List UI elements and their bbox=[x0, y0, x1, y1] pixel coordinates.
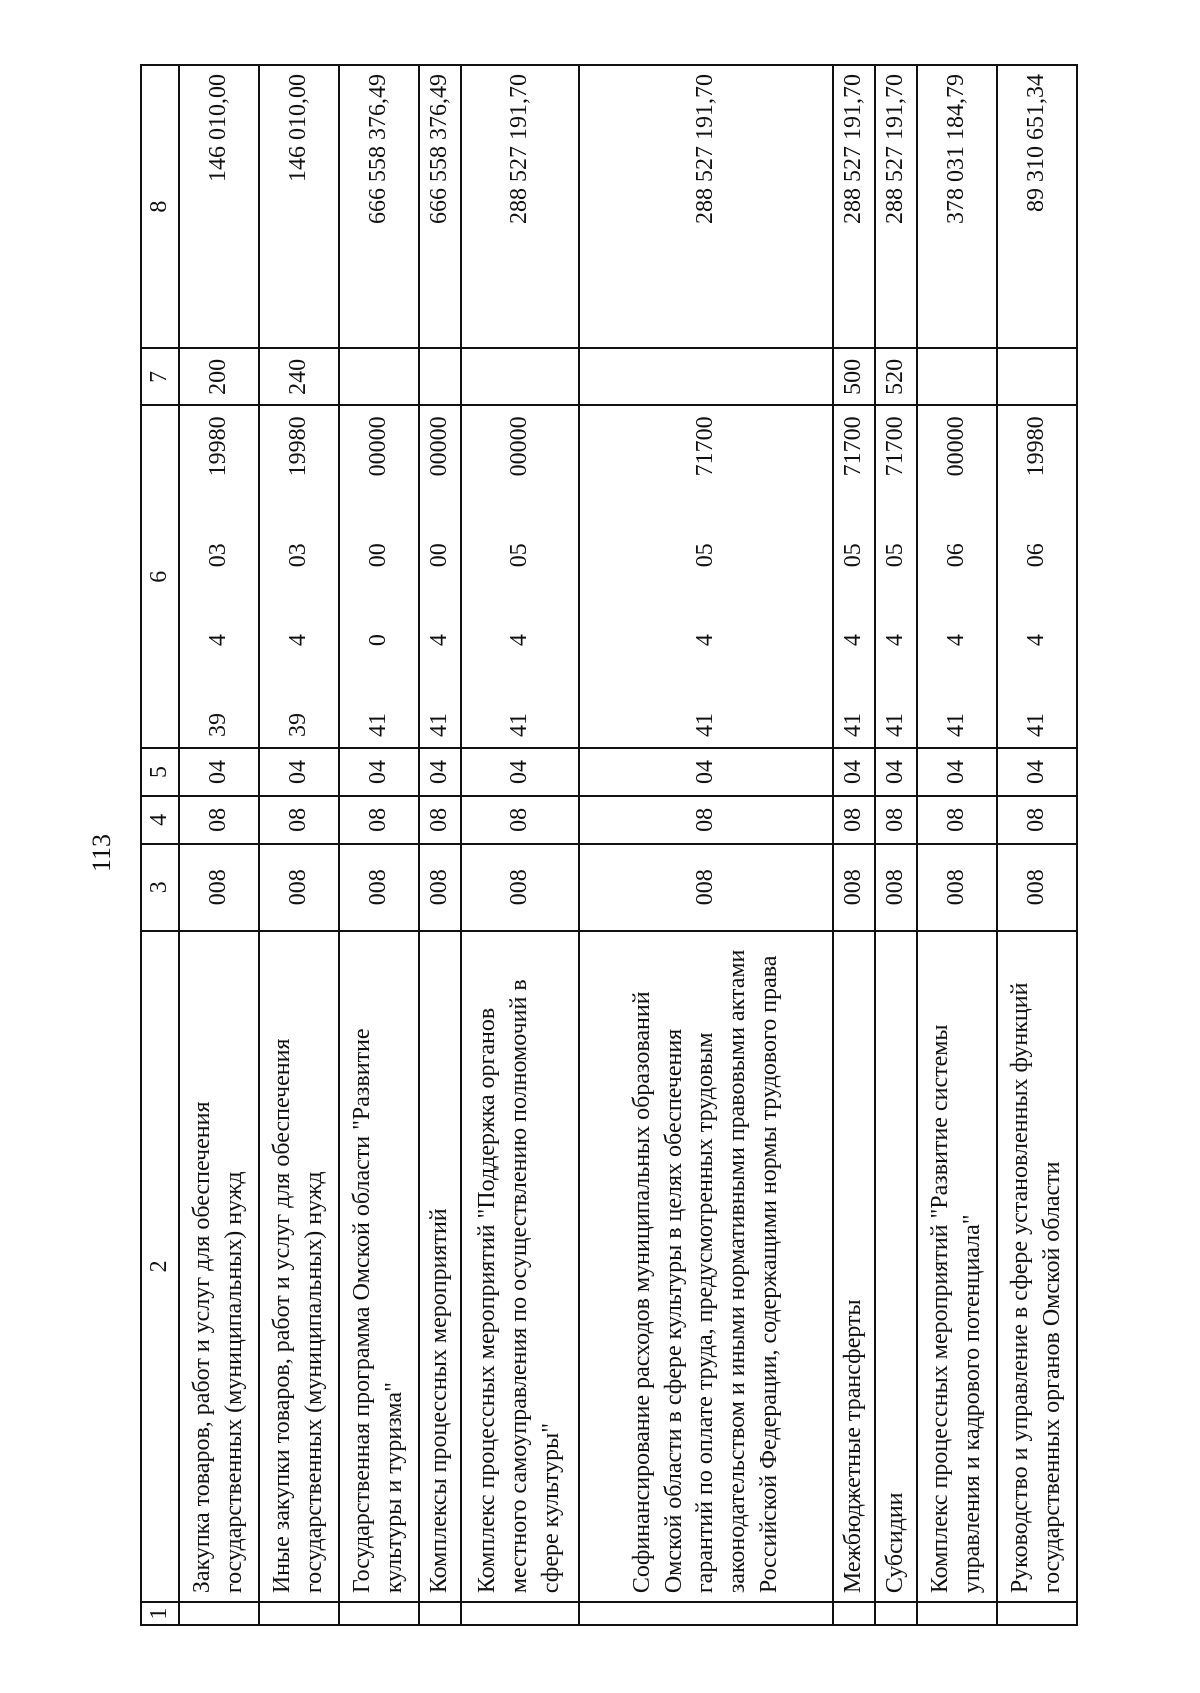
target-article-cell bbox=[339, 405, 419, 748]
expense-type-cell bbox=[419, 348, 461, 405]
row-number-cell bbox=[259, 1602, 339, 1625]
target-article-cell bbox=[259, 405, 339, 748]
target-article-part: 00 bbox=[426, 543, 453, 568]
expense-type-cell: 200 bbox=[179, 348, 259, 405]
target-article-part: 41 bbox=[1023, 712, 1050, 737]
budget-table bbox=[140, 64, 1078, 1626]
target-article-part: 41 bbox=[840, 712, 867, 737]
row-number-cell bbox=[917, 1602, 997, 1625]
budget-table-wrapper bbox=[140, 64, 1078, 1626]
item-name-cell: Руководство и управление в сфере установленных функций государственных органов Омской области bbox=[997, 931, 1077, 1603]
row-number-cell bbox=[461, 1602, 579, 1625]
code-cell-4: 08 bbox=[579, 796, 833, 844]
item-name-cell: Закупка товаров, работ и услуг для обеспечения государственных (муниципальных) нужд bbox=[179, 931, 259, 1603]
expense-type-cell bbox=[339, 348, 419, 405]
target-article-code bbox=[363, 414, 395, 739]
target-article-part: 19980 bbox=[1023, 416, 1050, 477]
target-article-cell bbox=[579, 405, 833, 748]
target-article-part: 41 bbox=[365, 712, 392, 737]
code-cell-5: 04 bbox=[461, 748, 579, 796]
table-row bbox=[833, 65, 875, 1625]
target-article-part: 19980 bbox=[285, 416, 312, 477]
header-cell: 6 bbox=[141, 405, 179, 748]
target-article-part: 00000 bbox=[506, 416, 532, 477]
page-number: 113 bbox=[87, 833, 116, 873]
target-article-part: 71700 bbox=[840, 416, 867, 477]
target-article-part: 41 bbox=[942, 712, 969, 737]
amount-cell: 288 527 191,70 bbox=[833, 65, 875, 348]
target-article-code bbox=[838, 414, 870, 739]
amount-cell: 89 310 651,34 bbox=[997, 65, 1077, 348]
code-cell-5: 04 bbox=[419, 748, 461, 796]
target-article-code bbox=[690, 414, 722, 739]
target-article-part: 0 bbox=[365, 634, 392, 647]
amount-cell: 146 010,00 bbox=[259, 65, 339, 348]
item-name-cell: Межбюджетные трансферты bbox=[833, 931, 875, 1603]
table-row bbox=[259, 65, 339, 1625]
table-row bbox=[179, 65, 259, 1625]
target-article-part: 4 bbox=[285, 634, 312, 647]
expense-type-cell: 520 bbox=[875, 348, 917, 405]
target-article-part: 4 bbox=[506, 634, 532, 647]
target-article-code bbox=[880, 414, 912, 739]
target-article-code bbox=[424, 414, 456, 739]
code-cell-4: 08 bbox=[917, 796, 997, 844]
code-cell-4: 08 bbox=[179, 796, 259, 844]
target-article-part: 05 bbox=[882, 543, 908, 568]
target-article-part: 4 bbox=[426, 634, 453, 647]
row-number-cell bbox=[997, 1602, 1077, 1625]
target-article-part: 00 bbox=[365, 543, 392, 568]
code-cell-4: 08 bbox=[997, 796, 1077, 844]
amount-cell: 666 558 376,49 bbox=[339, 65, 419, 348]
expense-type-cell bbox=[579, 348, 833, 405]
target-article-part: 06 bbox=[1023, 543, 1050, 568]
item-name-cell: Государственная программа Омской области "Развитие культуры и туризма" bbox=[339, 931, 419, 1603]
code-cell-5: 04 bbox=[579, 748, 833, 796]
code-cell-4: 08 bbox=[833, 796, 875, 844]
code-cell-3: 008 bbox=[461, 844, 579, 931]
code-cell-3: 008 bbox=[579, 844, 833, 931]
item-name-cell: Субсидии bbox=[875, 931, 917, 1603]
target-article-part: 05 bbox=[840, 543, 867, 568]
target-article-part: 41 bbox=[692, 712, 719, 737]
row-number-cell bbox=[339, 1602, 419, 1625]
table-row bbox=[997, 65, 1077, 1625]
target-article-part: 4 bbox=[692, 634, 719, 647]
target-article-part: 4 bbox=[840, 634, 867, 647]
code-cell-3: 008 bbox=[419, 844, 461, 931]
target-article-part: 4 bbox=[882, 634, 908, 647]
target-article-part: 4 bbox=[1023, 634, 1050, 647]
target-article-part: 41 bbox=[426, 712, 453, 737]
code-cell-4: 08 bbox=[259, 796, 339, 844]
code-cell-3: 008 bbox=[875, 844, 917, 931]
item-name-cell: Иные закупки товаров, работ и услуг для обеспечения государственных (муниципальных) нужд bbox=[259, 931, 339, 1603]
code-cell-4: 08 bbox=[875, 796, 917, 844]
amount-cell: 146 010,00 bbox=[179, 65, 259, 348]
item-name-cell: Софинансирование расходов муниципальных образований Омской области в сфере культуры в целях обеспечения гарантий по оплате труда, предусмотренных трудовым законодательством и иными нормативными правовыми актами Российской Федерации, содержащими нормы трудового права bbox=[579, 931, 833, 1603]
target-article-part: 39 bbox=[285, 712, 312, 737]
header-cell: 7 bbox=[141, 348, 179, 405]
target-article-part: 39 bbox=[204, 712, 231, 737]
target-article-part: 4 bbox=[942, 634, 969, 647]
target-article-part: 41 bbox=[882, 712, 908, 737]
target-article-part: 00000 bbox=[942, 416, 969, 477]
target-article-cell bbox=[997, 405, 1077, 748]
target-article-part: 19980 bbox=[204, 416, 231, 477]
code-cell-5: 04 bbox=[997, 748, 1077, 796]
code-cell-5: 04 bbox=[875, 748, 917, 796]
target-article-code bbox=[941, 414, 973, 739]
row-number-cell bbox=[419, 1602, 461, 1625]
target-article-code bbox=[1021, 414, 1053, 739]
item-name-cell: Комплекс процессных мероприятий "Развитие системы управления и кадрового потенциала" bbox=[917, 931, 997, 1603]
code-cell-5: 04 bbox=[259, 748, 339, 796]
expense-type-cell bbox=[997, 348, 1077, 405]
target-article-cell bbox=[179, 405, 259, 748]
expense-type-cell bbox=[461, 348, 579, 405]
target-article-part: 06 bbox=[942, 543, 969, 568]
target-article-part: 41 bbox=[506, 712, 532, 737]
header-cell: 1 bbox=[141, 1602, 179, 1625]
target-article-cell bbox=[461, 405, 579, 748]
target-article-cell bbox=[419, 405, 461, 748]
code-cell-3: 008 bbox=[179, 844, 259, 931]
target-article-part: 4 bbox=[204, 634, 231, 647]
table-row bbox=[461, 65, 579, 1625]
expense-type-cell: 240 bbox=[259, 348, 339, 405]
amount-cell: 666 558 376,49 bbox=[419, 65, 461, 348]
code-cell-5: 04 bbox=[833, 748, 875, 796]
expense-type-cell bbox=[917, 348, 997, 405]
code-cell-3: 008 bbox=[997, 844, 1077, 931]
target-article-part: 71700 bbox=[882, 416, 908, 477]
code-cell-3: 008 bbox=[917, 844, 997, 931]
code-cell-5: 04 bbox=[917, 748, 997, 796]
amount-cell: 288 527 191,70 bbox=[461, 65, 579, 348]
target-article-code bbox=[203, 414, 235, 739]
target-article-cell bbox=[875, 405, 917, 748]
code-cell-4: 08 bbox=[339, 796, 419, 844]
target-article-part: 03 bbox=[204, 543, 231, 568]
target-article-part: 00000 bbox=[365, 416, 392, 477]
table-row bbox=[339, 65, 419, 1625]
code-cell-4: 08 bbox=[461, 796, 579, 844]
code-cell-5: 04 bbox=[179, 748, 259, 796]
row-number-cell bbox=[833, 1602, 875, 1625]
header-cell: 8 bbox=[141, 65, 179, 348]
row-number-cell bbox=[875, 1602, 917, 1625]
target-article-part: 00000 bbox=[426, 416, 453, 477]
code-cell-4: 08 bbox=[419, 796, 461, 844]
item-name-cell: Комплексы процессных мероприятий bbox=[419, 931, 461, 1603]
table-row bbox=[579, 65, 833, 1625]
row-number-cell bbox=[579, 1602, 833, 1625]
header-cell: 4 bbox=[141, 796, 179, 844]
row-number-cell bbox=[179, 1602, 259, 1625]
item-name-cell: Комплекс процессных мероприятий "Поддержка органов местного самоуправления по осуществлению полномочий в сфере культуры" bbox=[461, 931, 579, 1603]
target-article-code bbox=[283, 414, 315, 739]
code-cell-3: 008 bbox=[339, 844, 419, 931]
amount-cell: 288 527 191,70 bbox=[579, 65, 833, 348]
header-cell: 3 bbox=[141, 844, 179, 931]
amount-cell: 378 031 184,79 bbox=[917, 65, 997, 348]
table-row bbox=[875, 65, 917, 1625]
target-article-part: 71700 bbox=[692, 416, 719, 477]
target-article-cell bbox=[833, 405, 875, 748]
target-article-part: 05 bbox=[692, 543, 719, 568]
code-cell-5: 04 bbox=[339, 748, 419, 796]
header-cell: 5 bbox=[141, 748, 179, 796]
target-article-part: 05 bbox=[506, 543, 532, 568]
code-cell-3: 008 bbox=[833, 844, 875, 931]
code-cell-3: 008 bbox=[259, 844, 339, 931]
expense-type-cell: 500 bbox=[833, 348, 875, 405]
target-article-part: 03 bbox=[285, 543, 312, 568]
header-row bbox=[141, 65, 179, 1625]
target-article-code bbox=[504, 414, 536, 739]
table-row bbox=[917, 65, 997, 1625]
amount-cell: 288 527 191,70 bbox=[875, 65, 917, 348]
header-cell: 2 bbox=[141, 931, 179, 1603]
table-row bbox=[419, 65, 461, 1625]
target-article-cell bbox=[917, 405, 997, 748]
